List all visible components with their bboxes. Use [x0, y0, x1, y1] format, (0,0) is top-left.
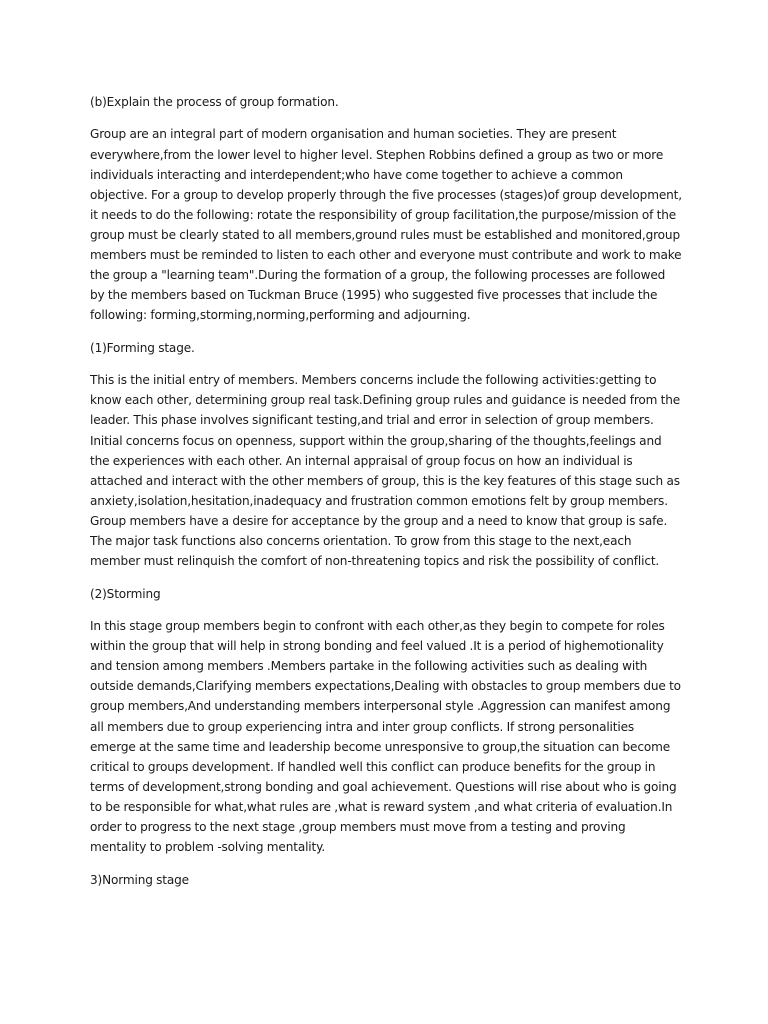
- section-heading-storming: (2)Storming: [90, 586, 161, 601]
- section-body-forming: This is the initial entry of members. Members concerns include the following activities:getting to know each other, determining group real task.Defining group rules and guidance is needed from the leader. This phase involves significant testing,and trial and error in selection of group members. Initial concerns focus on openness, support within the group,sharing of the thoughts,feelings and the experiences with each other. An internal appraisal of group focus on how an individual is attached and interact with the other members of group, this is the key features of this stage such as anxiety,isolation,hesitation,inadequacy and frustration common emotions felt by group members. Group members have a desire for acceptance by the group and a need to know that group is safe. The major task functions also concerns orientation. To grow from this stage to the next,each member must relinquish the comfort of non-threatening topics and risk the possibility of conflict.: [90, 373, 681, 569]
- section-heading-norming: 3)Norming stage: [90, 872, 189, 887]
- intro-paragraph: Group are an integral part of modern organisation and human societies. They are present everywhere,from the lower level to higher level. Stephen Robbins defined a group as two or more individuals interacting and interdependent;who have come together to achieve a common objective. For a group to develop properly through the five processes (stages)of group development, it needs to do the following: rotate the responsibility of group facilitation,the purpose/mission of the group must be clearly stated to all members,ground rules must be established and monitored,group members must be reminded to listen to each other and everyone must contribute and work to make the group a "learning team".During the formation of a group, the following processes are followed by the members based on Tuckman Bruce (1995) who suggested five processes that include the following: forming,storming,norming,performing and adjourning.: [90, 127, 682, 323]
- section-heading-forming: (1)Forming stage.: [90, 340, 195, 355]
- section-body-storming: In this stage group members begin to confront with each other,as they begin to compete for roles within the group that will help in strong bonding and feel valued .It is a period of highemotionality and tension among members .Members partake in the following activities such as dealing with outside demands,Clarifying members expectations,Dealing with obstacles to group members due to group members,And understanding members interpersonal style .Aggression can manifest among all members due to group experiencing intra and inter group conflicts. If strong personalities emerge at the same time and leadership become unresponsive to group,the situation can become critical to groups development. If handled well this conflict can produce benefits for the group in terms of development,strong bonding and goal achievement. Questions will rise about who is going to be responsible for what,what rules are ,what is reward system ,and what criteria of evaluation.In order to progress to the next stage ,group members must move from a testing and proving mentality to problem -solving mentality.: [90, 619, 681, 855]
- document-page: [90, 92, 682, 902]
- question-heading: (b)Explain the process of group formation.: [90, 95, 339, 109]
